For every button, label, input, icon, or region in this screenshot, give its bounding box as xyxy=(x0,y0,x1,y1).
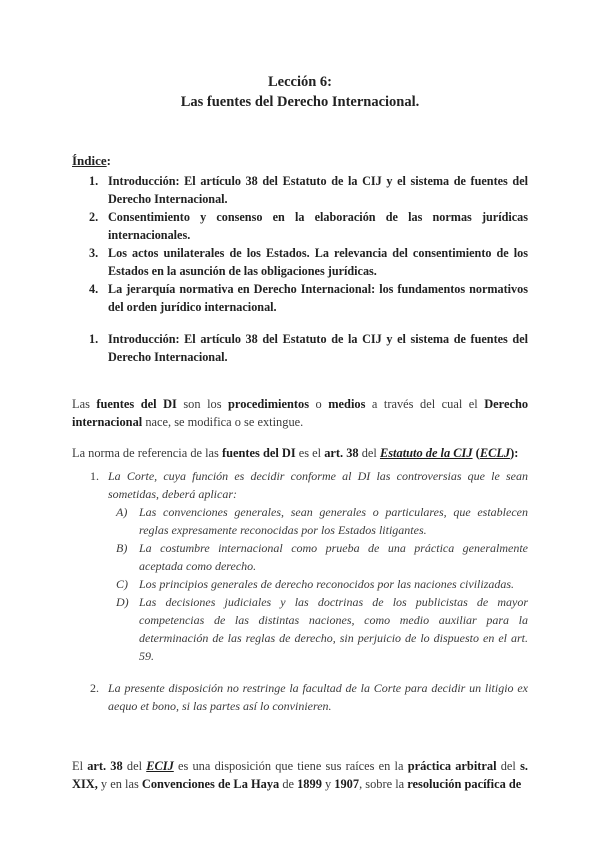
quote-subitem xyxy=(72,539,528,575)
toc-item-text: Consentimiento y consenso en la elaboración de las normas jurídicas internacionales. xyxy=(108,210,528,242)
quote-subitem xyxy=(72,503,528,539)
quote-subitem xyxy=(72,593,528,665)
bold-term: medios xyxy=(328,397,366,412)
text-run: del xyxy=(122,759,147,774)
section-heading xyxy=(72,330,528,366)
subitem-letter: D) xyxy=(116,595,129,609)
subitem-letter: A) xyxy=(116,505,128,519)
table-of-contents xyxy=(72,172,528,316)
text-run: o xyxy=(309,397,329,412)
index-label: Índice xyxy=(72,153,107,168)
toc-item-number: 4. xyxy=(89,282,99,296)
text-run: es una disposición que tiene sus raíces en la xyxy=(173,759,408,774)
subitem-text: Los principios generales de derecho reconocidos por las naciones civilizadas. xyxy=(139,577,515,591)
text-run: El xyxy=(72,759,88,774)
toc-item xyxy=(72,172,528,208)
text-run: y en las xyxy=(97,777,142,792)
bold-term: práctica arbitral xyxy=(407,759,497,774)
statute-reference: Estatuto de la CIJ xyxy=(379,446,473,461)
quote-subitem xyxy=(72,575,528,593)
quote-item-number: 2. xyxy=(90,681,99,695)
text-run: , sobre la xyxy=(359,777,408,792)
subitem-text: La costumbre internacional como prueba de una práctica generalmente aceptada como derecho. xyxy=(139,541,528,573)
quote-item-text: La presente disposición no restringe la facultad de la Corte para decidir un litigio ex aequo et bono, si las partes así lo convinieren. xyxy=(108,681,528,713)
toc-item-text: Introducción: El artículo 38 del Estatuto de la CIJ y el sistema de fuentes del Derecho Internacional. xyxy=(108,174,528,206)
quote-item-text: La Corte, cuya función es decidir conforme al DI las controversias que le sean sometidas, deberá aplicar: xyxy=(108,469,528,501)
subitem-letter: B) xyxy=(116,541,128,555)
article-38-quote xyxy=(72,467,528,665)
text-run: del xyxy=(496,759,521,774)
bold-term: art. 38 xyxy=(324,446,359,461)
subitem-letter: C) xyxy=(116,577,128,591)
toc-item-number: 3. xyxy=(89,246,99,260)
text-run: y xyxy=(321,777,335,792)
section-1-heading xyxy=(72,330,528,366)
text-run: de xyxy=(279,777,298,792)
paragraph-definition xyxy=(72,395,528,431)
statute-abbreviation: ECLJ xyxy=(479,446,511,461)
text-run: es el xyxy=(295,446,325,461)
section-number: 1. xyxy=(89,332,99,346)
toc-item-text: La jerarquía normativa en Derecho Internacional: los fundamentos normativos del orden jurídico internacional. xyxy=(108,282,528,314)
text-run: a través del cual el xyxy=(365,397,485,412)
paragraph-reference xyxy=(72,444,528,462)
bold-term: resolución pacífica de xyxy=(407,777,522,792)
text-run: ): xyxy=(510,446,519,461)
toc-item xyxy=(72,244,528,280)
text-run: La norma de referencia de las xyxy=(72,446,222,461)
section-title: Introducción: El artículo 38 del Estatuto de la CIJ y el sistema de fuentes del Derecho Internacional. xyxy=(108,332,528,364)
toc-item-number: 1. xyxy=(89,174,99,188)
bold-term: procedimientos xyxy=(228,397,310,412)
subitem-text: Las convenciones generales, sean generales o particulares, que establecen reglas expresamente reconocidas por los Estados litigantes. xyxy=(139,505,528,537)
bold-term: Derecho internacional xyxy=(72,397,529,430)
bold-term: Convenciones de La Haya xyxy=(141,777,280,792)
article-38-quote-part2 xyxy=(72,679,528,715)
index-heading xyxy=(72,153,111,169)
bold-term: 1907 xyxy=(334,777,360,792)
index-colon: : xyxy=(106,153,112,168)
bold-term: fuentes del DI xyxy=(96,397,177,412)
paragraph-origins xyxy=(72,757,528,793)
toc-item xyxy=(72,208,528,244)
bold-term: 1899 xyxy=(297,777,322,792)
toc-item-number: 2. xyxy=(89,210,99,224)
toc-item xyxy=(72,280,528,316)
lesson-title: Las fuentes del Derecho Internacional. xyxy=(180,94,420,110)
toc-item-text: Los actos unilaterales de los Estados. La relevancia del consentimiento de los Estados en la asunción de las obligaciones jurídicas. xyxy=(108,246,528,278)
quote-item-number: 1. xyxy=(90,469,99,483)
lesson-number: Lección 6: xyxy=(267,74,333,90)
text-run: del xyxy=(358,446,380,461)
quote-item xyxy=(72,467,528,503)
text-run: nace, se modifica o se extingue. xyxy=(142,415,304,430)
statute-abbreviation: ECIJ xyxy=(146,759,174,774)
bold-term: s. XIX, xyxy=(72,759,528,792)
text-run: son los xyxy=(176,397,229,412)
subitem-text: Las decisiones judiciales y las doctrinas de los publicistas de mayor competencias de las distintas naciones, como medio auxiliar para la determinación de las reglas de derecho, sin perjuicio de lo dispuesto en el art. 59. xyxy=(139,595,528,663)
quote-item xyxy=(72,679,528,715)
text-run: ( xyxy=(472,446,480,461)
text-run: Las xyxy=(72,397,97,412)
bold-term: art. 38 xyxy=(87,759,123,774)
bold-term: fuentes del DI xyxy=(221,446,296,461)
